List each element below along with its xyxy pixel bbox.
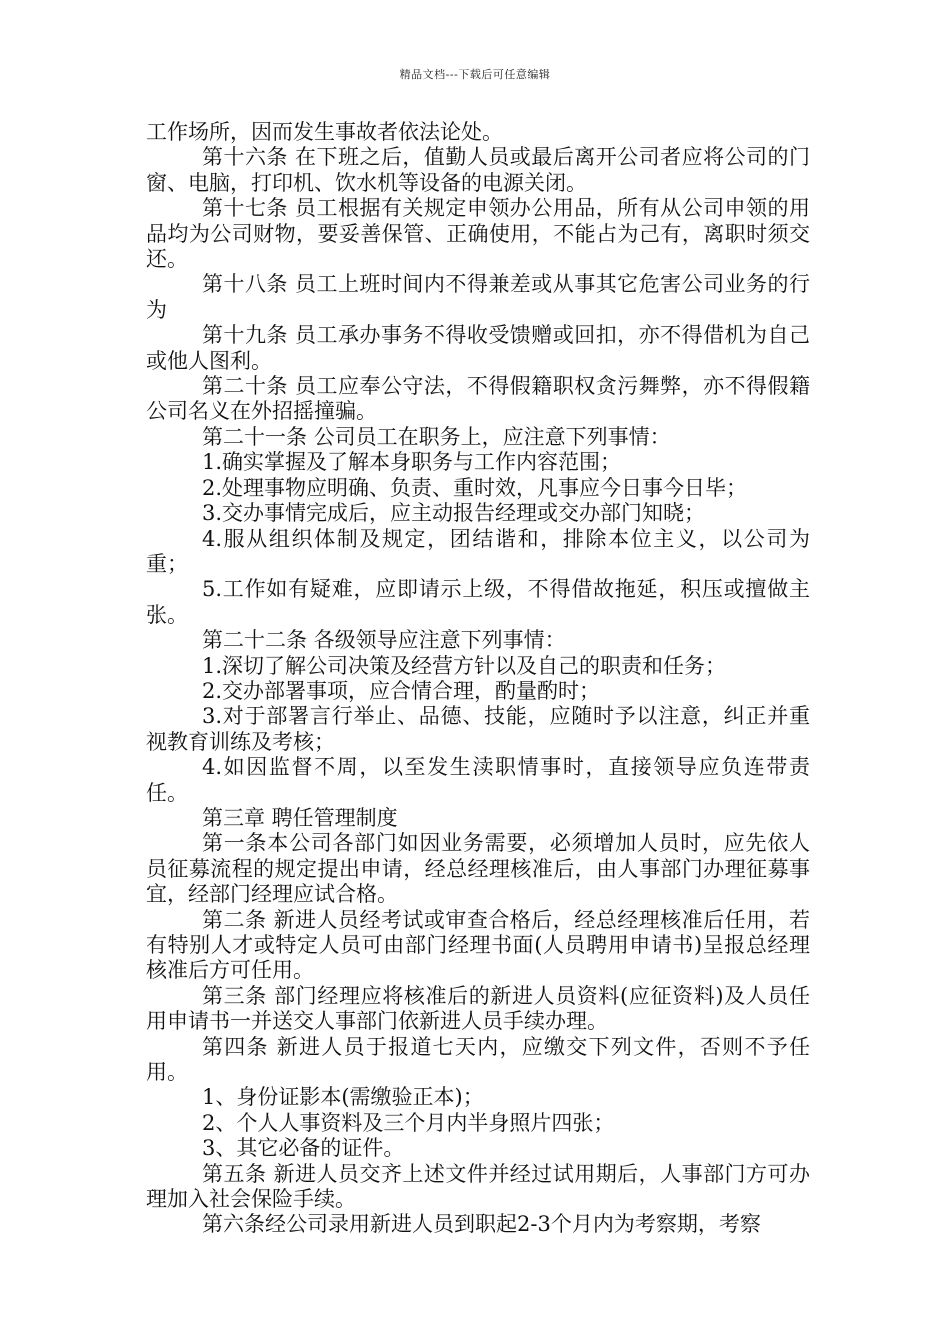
paragraph: 1.确实掌握及了解本身职务与工作内容范围； — [202, 450, 622, 475]
page-header: 精品文档---下载后可任意编辑 — [399, 68, 551, 81]
paragraph: 第十九条 员工承办事务不得收受馈赠或回扣，亦不得借机为自己或他人图利。 — [146, 323, 810, 373]
paragraph: 第三条 部门经理应将核准后的新进人员资料(应征资料)及人员任用申请书一并送交人事部门依新进人员手续办理。 — [146, 983, 810, 1034]
paragraph: 1、身份证影本(需缴验正本)； — [202, 1085, 484, 1110]
paragraph: 第四条 新进人员于报道七天内，应缴交下列文件，否则不予任用。 — [146, 1034, 810, 1085]
paragraph: 2.处理事物应明确、负责、重时效，凡事应今日事今日毕； — [202, 475, 748, 500]
paragraph: 5.工作如有疑难，应即请示上级，不得借故拖延，积压或擅做主张。 — [146, 577, 810, 627]
paragraph: 第二十一条 公司员工在职务上，应注意下列事情： — [202, 424, 671, 449]
paragraph: 第三章 聘任管理制度 — [202, 805, 398, 830]
paragraph: 第一条本公司各部门如因业务需要，必须增加人员时，应先依人员征募流程的规定提出申请，经总经理核准后，由人事部门办理征募事宜，经部门经理应试合格。 — [146, 831, 810, 907]
paragraph: 3、其它必备的证件。 — [202, 1136, 405, 1161]
paragraph: 第六条经公司录用新进人员到职起2-3个月内为考察期，考察 — [202, 1212, 761, 1237]
paragraph: 第二十条 员工应奉公守法，不得假籍职权贪污舞弊，亦不得假籍公司名义在外招摇撞骗。 — [146, 374, 810, 424]
paragraph: 第十七条 员工根据有关规定申领办公用品，所有从公司申领的用品均为公司财物，要妥善保管、正确使用，不能占为己有，离职时须交还。 — [146, 196, 810, 272]
document-body — [146, 120, 810, 1238]
paragraph: 第五条 新进人员交齐上述文件并经过试用期后，人事部门方可办理加入社会保险手续。 — [146, 1161, 810, 1212]
paragraph: 4.服从组织体制及规定，团结谐和，排除本位主义，以公司为重； — [146, 526, 810, 576]
paragraph: 3.交办事情完成后，应主动报告经理或交办部门知晓； — [202, 501, 706, 526]
paragraph: 第二条 新进人员经考试或审查合格后，经总经理核准后任用，若有特别人才或特定人员可由部门经理书面(人员聘用申请书)呈报总经理核准后方可任用。 — [146, 907, 810, 983]
paragraph: 3.对于部署言行举止、品德、技能，应随时予以注意，纠正并重视教育训练及考核； — [146, 704, 810, 754]
paragraph: 4.如因监督不周，以至发生渎职情事时，直接领导应负连带责任。 — [146, 755, 810, 805]
paragraph: 第十八条 员工上班时间内不得兼差或从事其它危害公司业务的行为 — [146, 272, 810, 322]
paragraph: 第十六条 在下班之后，值勤人员或最后离开公司者应将公司的门窗、电脑，打印机、饮水机等设备的电源关闭。 — [146, 145, 810, 195]
paragraph: 2、个人人事资料及三个月内半身照片四张； — [202, 1110, 615, 1135]
paragraph: 1.深切了解公司决策及经营方针以及自己的职责和任务； — [202, 653, 727, 678]
paragraph: 第二十二条 各级领导应注意下列事情： — [202, 628, 566, 653]
paragraph: 工作场所，因而发生事故者依法论处。 — [146, 120, 503, 144]
paragraph: 2.交办部署事项，应合情合理，酌量酌时； — [202, 678, 601, 703]
